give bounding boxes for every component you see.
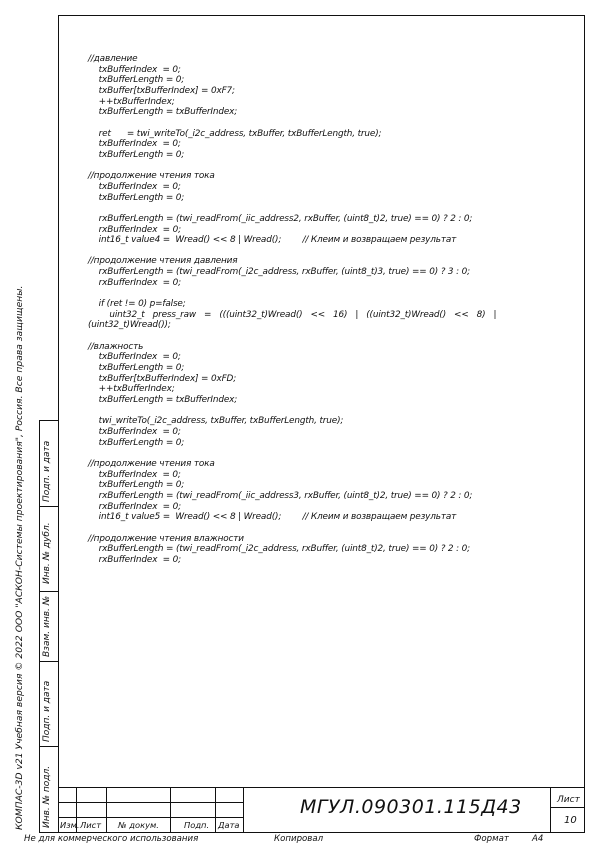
side-divider (40, 746, 59, 747)
side-label-orig-inv: Инв. № подл. (42, 765, 52, 828)
code-line (88, 288, 558, 299)
code-line: rxBufferIndex = 0; (88, 224, 181, 235)
stamp-header-izm: Изм. (60, 820, 80, 830)
code-line: rxBufferIndex = 0; (88, 501, 181, 512)
sheet-label: Лист (557, 795, 580, 805)
copyright-text: КОМПАС-3D v21 Учебная версия © 2022 ООО "АСКОН-Системы проектирования", Россия. Все права защищены. (14, 285, 25, 830)
code-line (88, 523, 558, 534)
side-divider (40, 661, 59, 662)
code-line: //продолжение чтения тока (88, 458, 215, 469)
code-line: txBuffer[txBufferIndex] = 0xFD; (88, 373, 237, 384)
code-line (88, 161, 558, 172)
code-line: txBufferIndex = 0; (88, 64, 181, 75)
code-line: //влажность (88, 341, 144, 352)
code-line: txBufferLength = txBufferIndex; (88, 107, 238, 118)
code-line (88, 331, 558, 342)
code-line: txBufferIndex = 0; (88, 469, 181, 480)
side-label-sign-date-1: Подп. и дата (42, 440, 52, 502)
code-line: txBuffer[txBufferIndex] = 0xF7; (88, 85, 235, 96)
code-line: twi_writeTo(_i2c_address, txBuffer, txBufferLength, true); (88, 416, 344, 427)
side-label-sign-date-2: Подп. и дата (42, 680, 52, 742)
code-line: rxBufferLength = (twi_readFrom(_iic_address3, rxBuffer, (uint8_t)2, true) == 0) ? 2 : 0; (88, 490, 473, 501)
code-line: txBufferLength = 0; (88, 75, 185, 86)
code-line: ret = twi_writeTo(_i2c_address, txBuffer, txBufferLength, true); (88, 128, 382, 139)
stamp-header-sign: Подп. (184, 820, 210, 830)
code-line: ++txBufferIndex; (88, 96, 175, 107)
code-line (88, 406, 558, 417)
code-line: uint32_t press_raw = (((uint32_t)Wread() << 16) | ((uint32_t)Wread() << 8) | (88, 309, 497, 320)
code-line: if (ret != 0) p=false; (88, 299, 186, 310)
code-line: rxBufferLength = (twi_readFrom(_iic_address2, rxBuffer, (uint8_t)2, true) == 0) ? 2 : 0; (88, 213, 473, 224)
side-label-dupl-inv: Инв. № дубл. (42, 522, 52, 584)
stamp-header-doc-no: № докум. (118, 820, 159, 830)
code-line: txBufferLength = 0; (88, 149, 185, 160)
side-label-vzam-inv: Взам. инв. № (42, 595, 52, 657)
code-line: int16_t value5 = Wread() << 8 | Wread(); // Клеим и возвращаем результат (88, 512, 457, 523)
copied-label: Копировал (274, 834, 324, 844)
code-line: //продолжение чтения тока (88, 171, 215, 182)
code-line: //продолжение чтения давления (88, 256, 238, 267)
stamp-header-date: Дата (218, 820, 240, 830)
code-line: txBufferLength = 0; (88, 363, 185, 374)
side-divider (40, 506, 59, 507)
code-line: (uint32_t)Wread()); (88, 320, 171, 331)
noncommercial-note: Не для коммерческого использования (24, 834, 199, 844)
code-line: int16_t value4 = Wread() << 8 | Wread(); // Клеим и возвращаем результат (88, 235, 457, 246)
code-line: txBufferIndex = 0; (88, 426, 181, 437)
code-line: rxBufferIndex = 0; (88, 277, 181, 288)
code-line (88, 246, 558, 257)
stamp-header-list: Лист (80, 820, 102, 830)
code-line: ++txBufferIndex; (88, 384, 175, 395)
code-line: txBufferLength = txBufferIndex; (88, 395, 238, 405)
code-line: txBufferLength = 0; (88, 192, 185, 203)
code-line: //давление (88, 54, 138, 64)
code-line: txBufferIndex = 0; (88, 352, 181, 363)
code-listing (88, 54, 558, 566)
code-line: rxBufferLength = (twi_readFrom(_i2c_address, rxBuffer, (uint8_t)2, true) == 0) ? 2 : 0; (88, 544, 470, 555)
code-line: rxBufferIndex = 0; (88, 554, 181, 565)
code-line: rxBufferLength = (twi_readFrom(_i2c_address, rxBuffer, (uint8_t)3, true) == 0) ? 3 : 0; (88, 267, 470, 278)
code-line: txBufferIndex = 0; (88, 181, 181, 192)
sheet-number: 10 (564, 815, 577, 826)
code-line: txBufferLength = 0; (88, 437, 185, 448)
format-value: А4 (532, 834, 544, 844)
document-designation: МГУЛ.090301.115Д43 (300, 796, 522, 818)
code-line: txBufferIndex = 0; (88, 139, 181, 150)
side-divider (40, 591, 59, 592)
code-line: //продолжение чтения влажности (88, 533, 244, 544)
code-line (88, 203, 558, 214)
code-line (88, 448, 558, 459)
code-line (88, 118, 558, 129)
code-line: txBufferLength = 0; (88, 480, 185, 491)
format-label: Формат (474, 834, 509, 844)
